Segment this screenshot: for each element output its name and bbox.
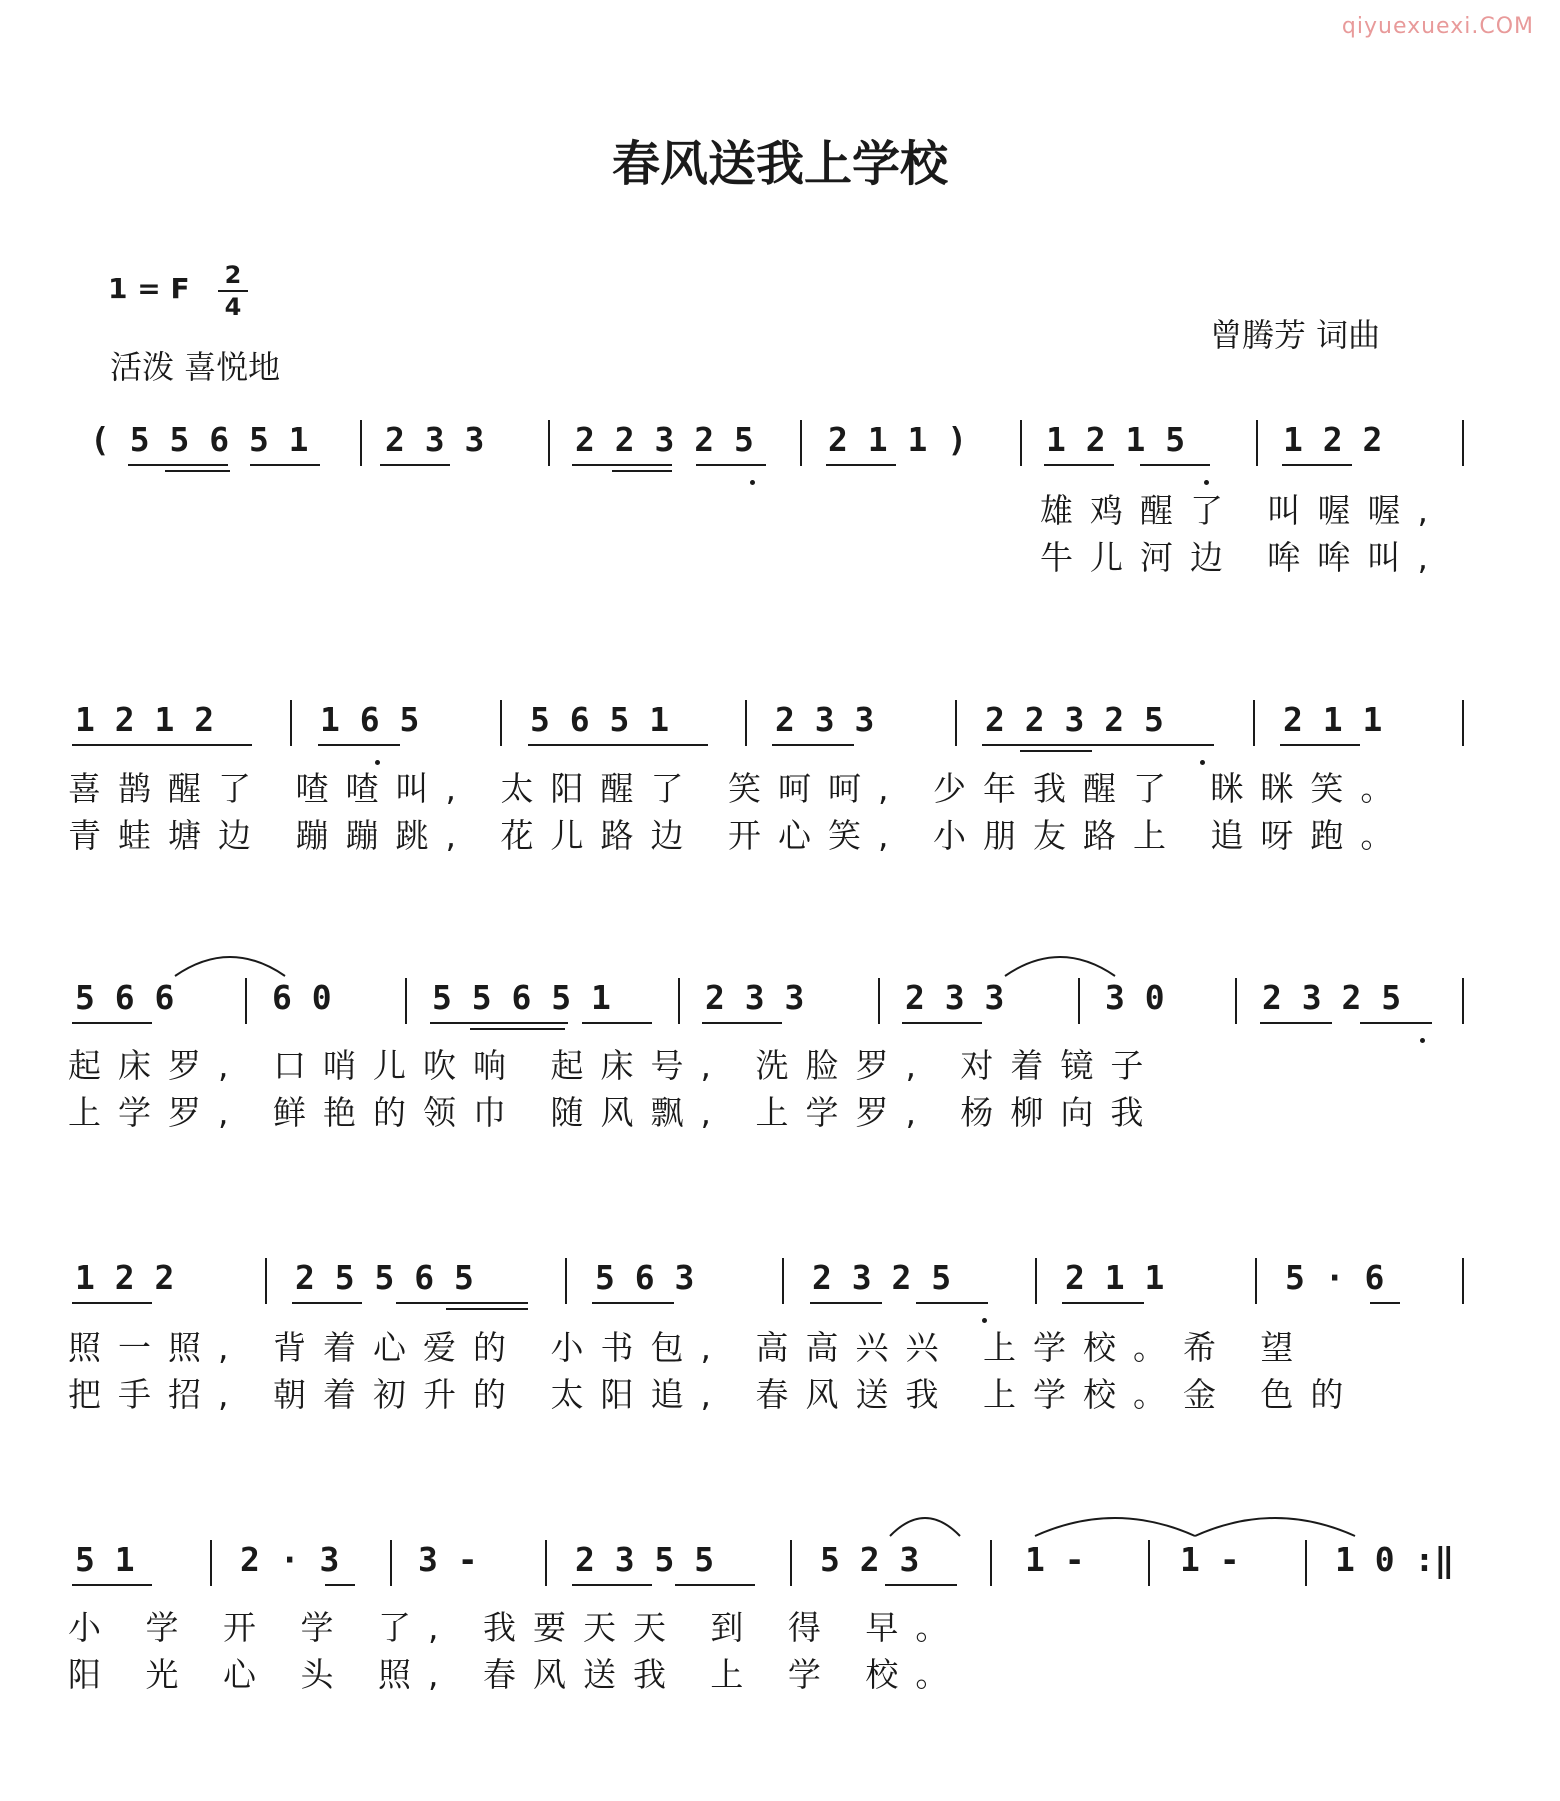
lyrics-verse-2: 青蛙塘边 蹦蹦跳, 花儿路边 开心笑, 小朋友路上 追呀跑。 xyxy=(68,816,1411,855)
measure: 2 2 3 2 5 xyxy=(985,700,1164,739)
lyrics-verse-2: 牛儿河边 哞哞叫, xyxy=(1040,538,1445,577)
measure: 5 · 6 xyxy=(1285,1258,1385,1297)
measure: 1 2 1 2 xyxy=(75,700,215,739)
measure: 5 2 3 xyxy=(820,1540,920,1579)
lyrics-verse-1: 喜鹊醒了 喳喳叫, 太阳醒了 笑呵呵, 少年我醒了 眯眯笑。 xyxy=(68,769,1411,808)
composer-credit: 曾腾芳 词曲 xyxy=(1210,316,1381,354)
measure: 2 3 2 5 xyxy=(1262,978,1402,1017)
time-top: 2 xyxy=(224,261,242,289)
tempo-marking: 活泼 喜悦地 xyxy=(110,348,281,386)
tie-mark xyxy=(885,1508,965,1538)
time-signature xyxy=(218,262,248,320)
measure: 5 6 6 xyxy=(75,978,175,1017)
page-title: 春风送我上学校 xyxy=(611,136,948,192)
measure: 3 - xyxy=(418,1540,478,1579)
measure: 1 - xyxy=(1025,1540,1085,1579)
lyrics-verse-1: 起床罗, 口哨儿吹响 起床号, 洗脸罗, 对着镜子 xyxy=(68,1046,1161,1085)
measure: 2 3 3 xyxy=(385,420,485,459)
lyrics-verse-2: 把手招, 朝着初升的 太阳追, 春风送我 上学校。金 色的 xyxy=(68,1375,1361,1414)
tie-mark xyxy=(1030,1508,1200,1538)
measure: 1 - xyxy=(1180,1540,1240,1579)
measure: 2 3 3 xyxy=(705,978,805,1017)
measure: 2 1 1 xyxy=(1065,1258,1165,1297)
watermark: qiyuexuexi.COM xyxy=(1341,14,1534,39)
measure: 2 1 1 xyxy=(1283,700,1383,739)
measure: 5 5 6 5 1 xyxy=(432,978,611,1017)
tie-mark xyxy=(170,948,290,978)
measure: 2 3 3 xyxy=(905,978,1005,1017)
measure: ( 5 5 6 5 1 xyxy=(90,420,309,459)
measure: 6 0 xyxy=(272,978,332,1017)
lyrics-verse-1: 小 学 开 学 了, 我要天天 到 得 早。 xyxy=(68,1608,966,1647)
measure: 2 1 1 ) xyxy=(828,420,968,459)
measure: 1 0 :‖ xyxy=(1335,1540,1455,1579)
measure: 1 6 5 xyxy=(320,700,420,739)
tie-mark xyxy=(1000,948,1120,978)
measure: 2 3 5 5 xyxy=(575,1540,715,1579)
measure: 3 0 xyxy=(1105,978,1165,1017)
measure: 2 · 3 xyxy=(240,1540,340,1579)
key-signature: 1 = F xyxy=(108,272,190,305)
measure: 1 2 2 xyxy=(1283,420,1383,459)
measure: 2 2 3 2 5 xyxy=(575,420,754,459)
time-bottom: 4 xyxy=(224,293,242,321)
measure: 2 3 2 5 xyxy=(812,1258,952,1297)
measure: 2 5 5 6 5 xyxy=(295,1258,474,1297)
measure: 5 1 xyxy=(75,1540,135,1579)
lyrics-verse-2: 阳 光 心 头 照, 春风送我 上 学 校。 xyxy=(68,1655,966,1694)
measure: 5 6 3 xyxy=(595,1258,695,1297)
lyrics-verse-1: 照一照, 背着心爱的 小书包, 高高兴兴 上学校。希 望 xyxy=(68,1328,1311,1367)
measure: 2 3 3 xyxy=(775,700,875,739)
measure: 1 2 1 5 xyxy=(1046,420,1186,459)
tie-mark xyxy=(1190,1508,1360,1538)
lyrics-verse-1: 雄鸡醒了 叫喔喔, xyxy=(1040,491,1445,530)
measure: 1 2 2 xyxy=(75,1258,175,1297)
lyrics-verse-2: 上学罗, 鲜艳的领巾 随风飘, 上学罗, 杨柳向我 xyxy=(68,1093,1161,1132)
measure: 5 6 5 1 xyxy=(530,700,670,739)
